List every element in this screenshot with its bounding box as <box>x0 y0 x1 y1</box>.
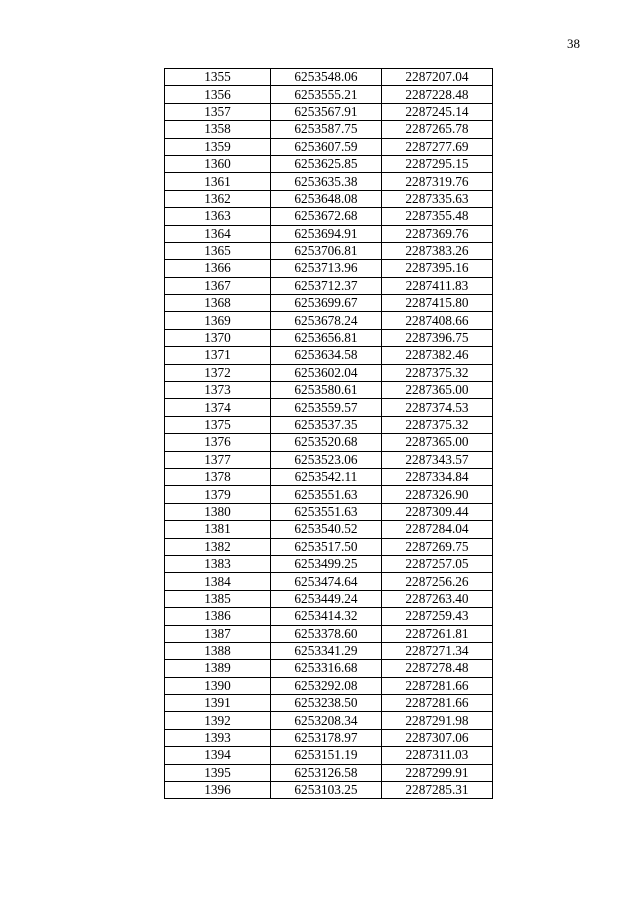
x-coordinate-cell: 6253551.63 <box>271 486 382 503</box>
point-number-cell: 1391 <box>165 695 271 712</box>
table-row <box>165 590 493 607</box>
y-coordinate-cell: 2287228.48 <box>382 86 493 103</box>
point-number-cell: 1378 <box>165 468 271 485</box>
x-coordinate-cell: 6253523.06 <box>271 451 382 468</box>
point-number-cell: 1395 <box>165 764 271 781</box>
table-row <box>165 329 493 346</box>
table-row <box>165 608 493 625</box>
table-row <box>165 103 493 120</box>
x-coordinate-cell: 6253548.06 <box>271 69 382 86</box>
point-number-cell: 1386 <box>165 608 271 625</box>
y-coordinate-cell: 2287383.26 <box>382 242 493 259</box>
point-number-cell: 1366 <box>165 260 271 277</box>
y-coordinate-cell: 2287259.43 <box>382 608 493 625</box>
x-coordinate-cell: 6253712.37 <box>271 277 382 294</box>
point-number-cell: 1368 <box>165 295 271 312</box>
x-coordinate-cell: 6253238.50 <box>271 695 382 712</box>
coordinates-table <box>164 68 493 799</box>
x-coordinate-cell: 6253517.50 <box>271 538 382 555</box>
y-coordinate-cell: 2287355.48 <box>382 208 493 225</box>
table-row <box>165 660 493 677</box>
table-row <box>165 86 493 103</box>
x-coordinate-cell: 6253580.61 <box>271 382 382 399</box>
point-number-cell: 1371 <box>165 347 271 364</box>
x-coordinate-cell: 6253520.68 <box>271 434 382 451</box>
y-coordinate-cell: 2287245.14 <box>382 103 493 120</box>
point-number-cell: 1374 <box>165 399 271 416</box>
y-coordinate-cell: 2287291.98 <box>382 712 493 729</box>
table-row <box>165 347 493 364</box>
y-coordinate-cell: 2287299.91 <box>382 764 493 781</box>
y-coordinate-cell: 2287374.53 <box>382 399 493 416</box>
table-row <box>165 364 493 381</box>
x-coordinate-cell: 6253126.58 <box>271 764 382 781</box>
point-number-cell: 1360 <box>165 155 271 172</box>
y-coordinate-cell: 2287256.26 <box>382 573 493 590</box>
point-number-cell: 1385 <box>165 590 271 607</box>
table-row <box>165 190 493 207</box>
table-row <box>165 69 493 86</box>
table-row <box>165 503 493 520</box>
y-coordinate-cell: 2287375.32 <box>382 416 493 433</box>
y-coordinate-cell: 2287265.78 <box>382 121 493 138</box>
table-row <box>165 677 493 694</box>
x-coordinate-cell: 6253587.75 <box>271 121 382 138</box>
table-row <box>165 468 493 485</box>
table-row <box>165 312 493 329</box>
y-coordinate-cell: 2287375.32 <box>382 364 493 381</box>
point-number-cell: 1367 <box>165 277 271 294</box>
y-coordinate-cell: 2287284.04 <box>382 521 493 538</box>
y-coordinate-cell: 2287382.46 <box>382 347 493 364</box>
table-row <box>165 747 493 764</box>
y-coordinate-cell: 2287334.84 <box>382 468 493 485</box>
table-row <box>165 625 493 642</box>
x-coordinate-cell: 6253414.32 <box>271 608 382 625</box>
table-row <box>165 242 493 259</box>
point-number-cell: 1363 <box>165 208 271 225</box>
x-coordinate-cell: 6253449.24 <box>271 590 382 607</box>
x-coordinate-cell: 6253699.67 <box>271 295 382 312</box>
point-number-cell: 1380 <box>165 503 271 520</box>
y-coordinate-cell: 2287281.66 <box>382 695 493 712</box>
x-coordinate-cell: 6253499.25 <box>271 555 382 572</box>
point-number-cell: 1372 <box>165 364 271 381</box>
y-coordinate-cell: 2287411.83 <box>382 277 493 294</box>
point-number-cell: 1370 <box>165 329 271 346</box>
table-row <box>165 382 493 399</box>
y-coordinate-cell: 2287415.80 <box>382 295 493 312</box>
x-coordinate-cell: 6253540.52 <box>271 521 382 538</box>
point-number-cell: 1379 <box>165 486 271 503</box>
table-row <box>165 521 493 538</box>
table-row <box>165 208 493 225</box>
x-coordinate-cell: 6253555.21 <box>271 86 382 103</box>
point-number-cell: 1390 <box>165 677 271 694</box>
y-coordinate-cell: 2287271.34 <box>382 642 493 659</box>
point-number-cell: 1369 <box>165 312 271 329</box>
x-coordinate-cell: 6253292.08 <box>271 677 382 694</box>
point-number-cell: 1376 <box>165 434 271 451</box>
y-coordinate-cell: 2287365.00 <box>382 382 493 399</box>
x-coordinate-cell: 6253656.81 <box>271 329 382 346</box>
table-row <box>165 260 493 277</box>
point-number-cell: 1356 <box>165 86 271 103</box>
table-row <box>165 225 493 242</box>
point-number-cell: 1389 <box>165 660 271 677</box>
y-coordinate-cell: 2287261.81 <box>382 625 493 642</box>
x-coordinate-cell: 6253672.68 <box>271 208 382 225</box>
y-coordinate-cell: 2287311.03 <box>382 747 493 764</box>
y-coordinate-cell: 2287319.76 <box>382 173 493 190</box>
x-coordinate-cell: 6253551.63 <box>271 503 382 520</box>
y-coordinate-cell: 2287309.44 <box>382 503 493 520</box>
table-row <box>165 416 493 433</box>
y-coordinate-cell: 2287307.06 <box>382 729 493 746</box>
table-row <box>165 399 493 416</box>
point-number-cell: 1365 <box>165 242 271 259</box>
x-coordinate-cell: 6253537.35 <box>271 416 382 433</box>
point-number-cell: 1359 <box>165 138 271 155</box>
x-coordinate-cell: 6253316.68 <box>271 660 382 677</box>
y-coordinate-cell: 2287269.75 <box>382 538 493 555</box>
point-number-cell: 1396 <box>165 782 271 799</box>
y-coordinate-cell: 2287285.31 <box>382 782 493 799</box>
y-coordinate-cell: 2287278.48 <box>382 660 493 677</box>
y-coordinate-cell: 2287343.57 <box>382 451 493 468</box>
x-coordinate-cell: 6253178.97 <box>271 729 382 746</box>
x-coordinate-cell: 6253635.38 <box>271 173 382 190</box>
y-coordinate-cell: 2287263.40 <box>382 590 493 607</box>
table-row <box>165 155 493 172</box>
y-coordinate-cell: 2287395.16 <box>382 260 493 277</box>
point-number-cell: 1362 <box>165 190 271 207</box>
y-coordinate-cell: 2287207.04 <box>382 69 493 86</box>
point-number-cell: 1361 <box>165 173 271 190</box>
table-row <box>165 434 493 451</box>
table-row <box>165 729 493 746</box>
x-coordinate-cell: 6253378.60 <box>271 625 382 642</box>
table-row <box>165 538 493 555</box>
y-coordinate-cell: 2287335.63 <box>382 190 493 207</box>
point-number-cell: 1387 <box>165 625 271 642</box>
x-coordinate-cell: 6253151.19 <box>271 747 382 764</box>
table-row <box>165 121 493 138</box>
y-coordinate-cell: 2287281.66 <box>382 677 493 694</box>
point-number-cell: 1384 <box>165 573 271 590</box>
point-number-cell: 1393 <box>165 729 271 746</box>
table-row <box>165 138 493 155</box>
table-row <box>165 712 493 729</box>
point-number-cell: 1392 <box>165 712 271 729</box>
y-coordinate-cell: 2287365.00 <box>382 434 493 451</box>
point-number-cell: 1382 <box>165 538 271 555</box>
page-number: 38 <box>567 36 580 51</box>
y-coordinate-cell: 2287277.69 <box>382 138 493 155</box>
table-row <box>165 573 493 590</box>
x-coordinate-cell: 6253208.34 <box>271 712 382 729</box>
y-coordinate-cell: 2287295.15 <box>382 155 493 172</box>
y-coordinate-cell: 2287369.76 <box>382 225 493 242</box>
x-coordinate-cell: 6253713.96 <box>271 260 382 277</box>
table-row <box>165 295 493 312</box>
y-coordinate-cell: 2287408.66 <box>382 312 493 329</box>
table-row <box>165 555 493 572</box>
coordinates-table-body <box>165 69 493 799</box>
table-row <box>165 642 493 659</box>
x-coordinate-cell: 6253607.59 <box>271 138 382 155</box>
table-row <box>165 782 493 799</box>
x-coordinate-cell: 6253678.24 <box>271 312 382 329</box>
point-number-cell: 1358 <box>165 121 271 138</box>
point-number-cell: 1357 <box>165 103 271 120</box>
table-row <box>165 277 493 294</box>
table-row <box>165 173 493 190</box>
table-row <box>165 451 493 468</box>
point-number-cell: 1375 <box>165 416 271 433</box>
point-number-cell: 1388 <box>165 642 271 659</box>
point-number-cell: 1377 <box>165 451 271 468</box>
x-coordinate-cell: 6253474.64 <box>271 573 382 590</box>
x-coordinate-cell: 6253602.04 <box>271 364 382 381</box>
x-coordinate-cell: 6253625.85 <box>271 155 382 172</box>
x-coordinate-cell: 6253341.29 <box>271 642 382 659</box>
point-number-cell: 1364 <box>165 225 271 242</box>
y-coordinate-cell: 2287396.75 <box>382 329 493 346</box>
x-coordinate-cell: 6253559.57 <box>271 399 382 416</box>
point-number-cell: 1373 <box>165 382 271 399</box>
x-coordinate-cell: 6253648.08 <box>271 190 382 207</box>
x-coordinate-cell: 6253634.58 <box>271 347 382 364</box>
x-coordinate-cell: 6253103.25 <box>271 782 382 799</box>
point-number-cell: 1355 <box>165 69 271 86</box>
x-coordinate-cell: 6253694.91 <box>271 225 382 242</box>
x-coordinate-cell: 6253567.91 <box>271 103 382 120</box>
table-row <box>165 486 493 503</box>
table-row <box>165 695 493 712</box>
point-number-cell: 1394 <box>165 747 271 764</box>
point-number-cell: 1383 <box>165 555 271 572</box>
point-number-cell: 1381 <box>165 521 271 538</box>
y-coordinate-cell: 2287257.05 <box>382 555 493 572</box>
y-coordinate-cell: 2287326.90 <box>382 486 493 503</box>
x-coordinate-cell: 6253706.81 <box>271 242 382 259</box>
table-row <box>165 764 493 781</box>
x-coordinate-cell: 6253542.11 <box>271 468 382 485</box>
